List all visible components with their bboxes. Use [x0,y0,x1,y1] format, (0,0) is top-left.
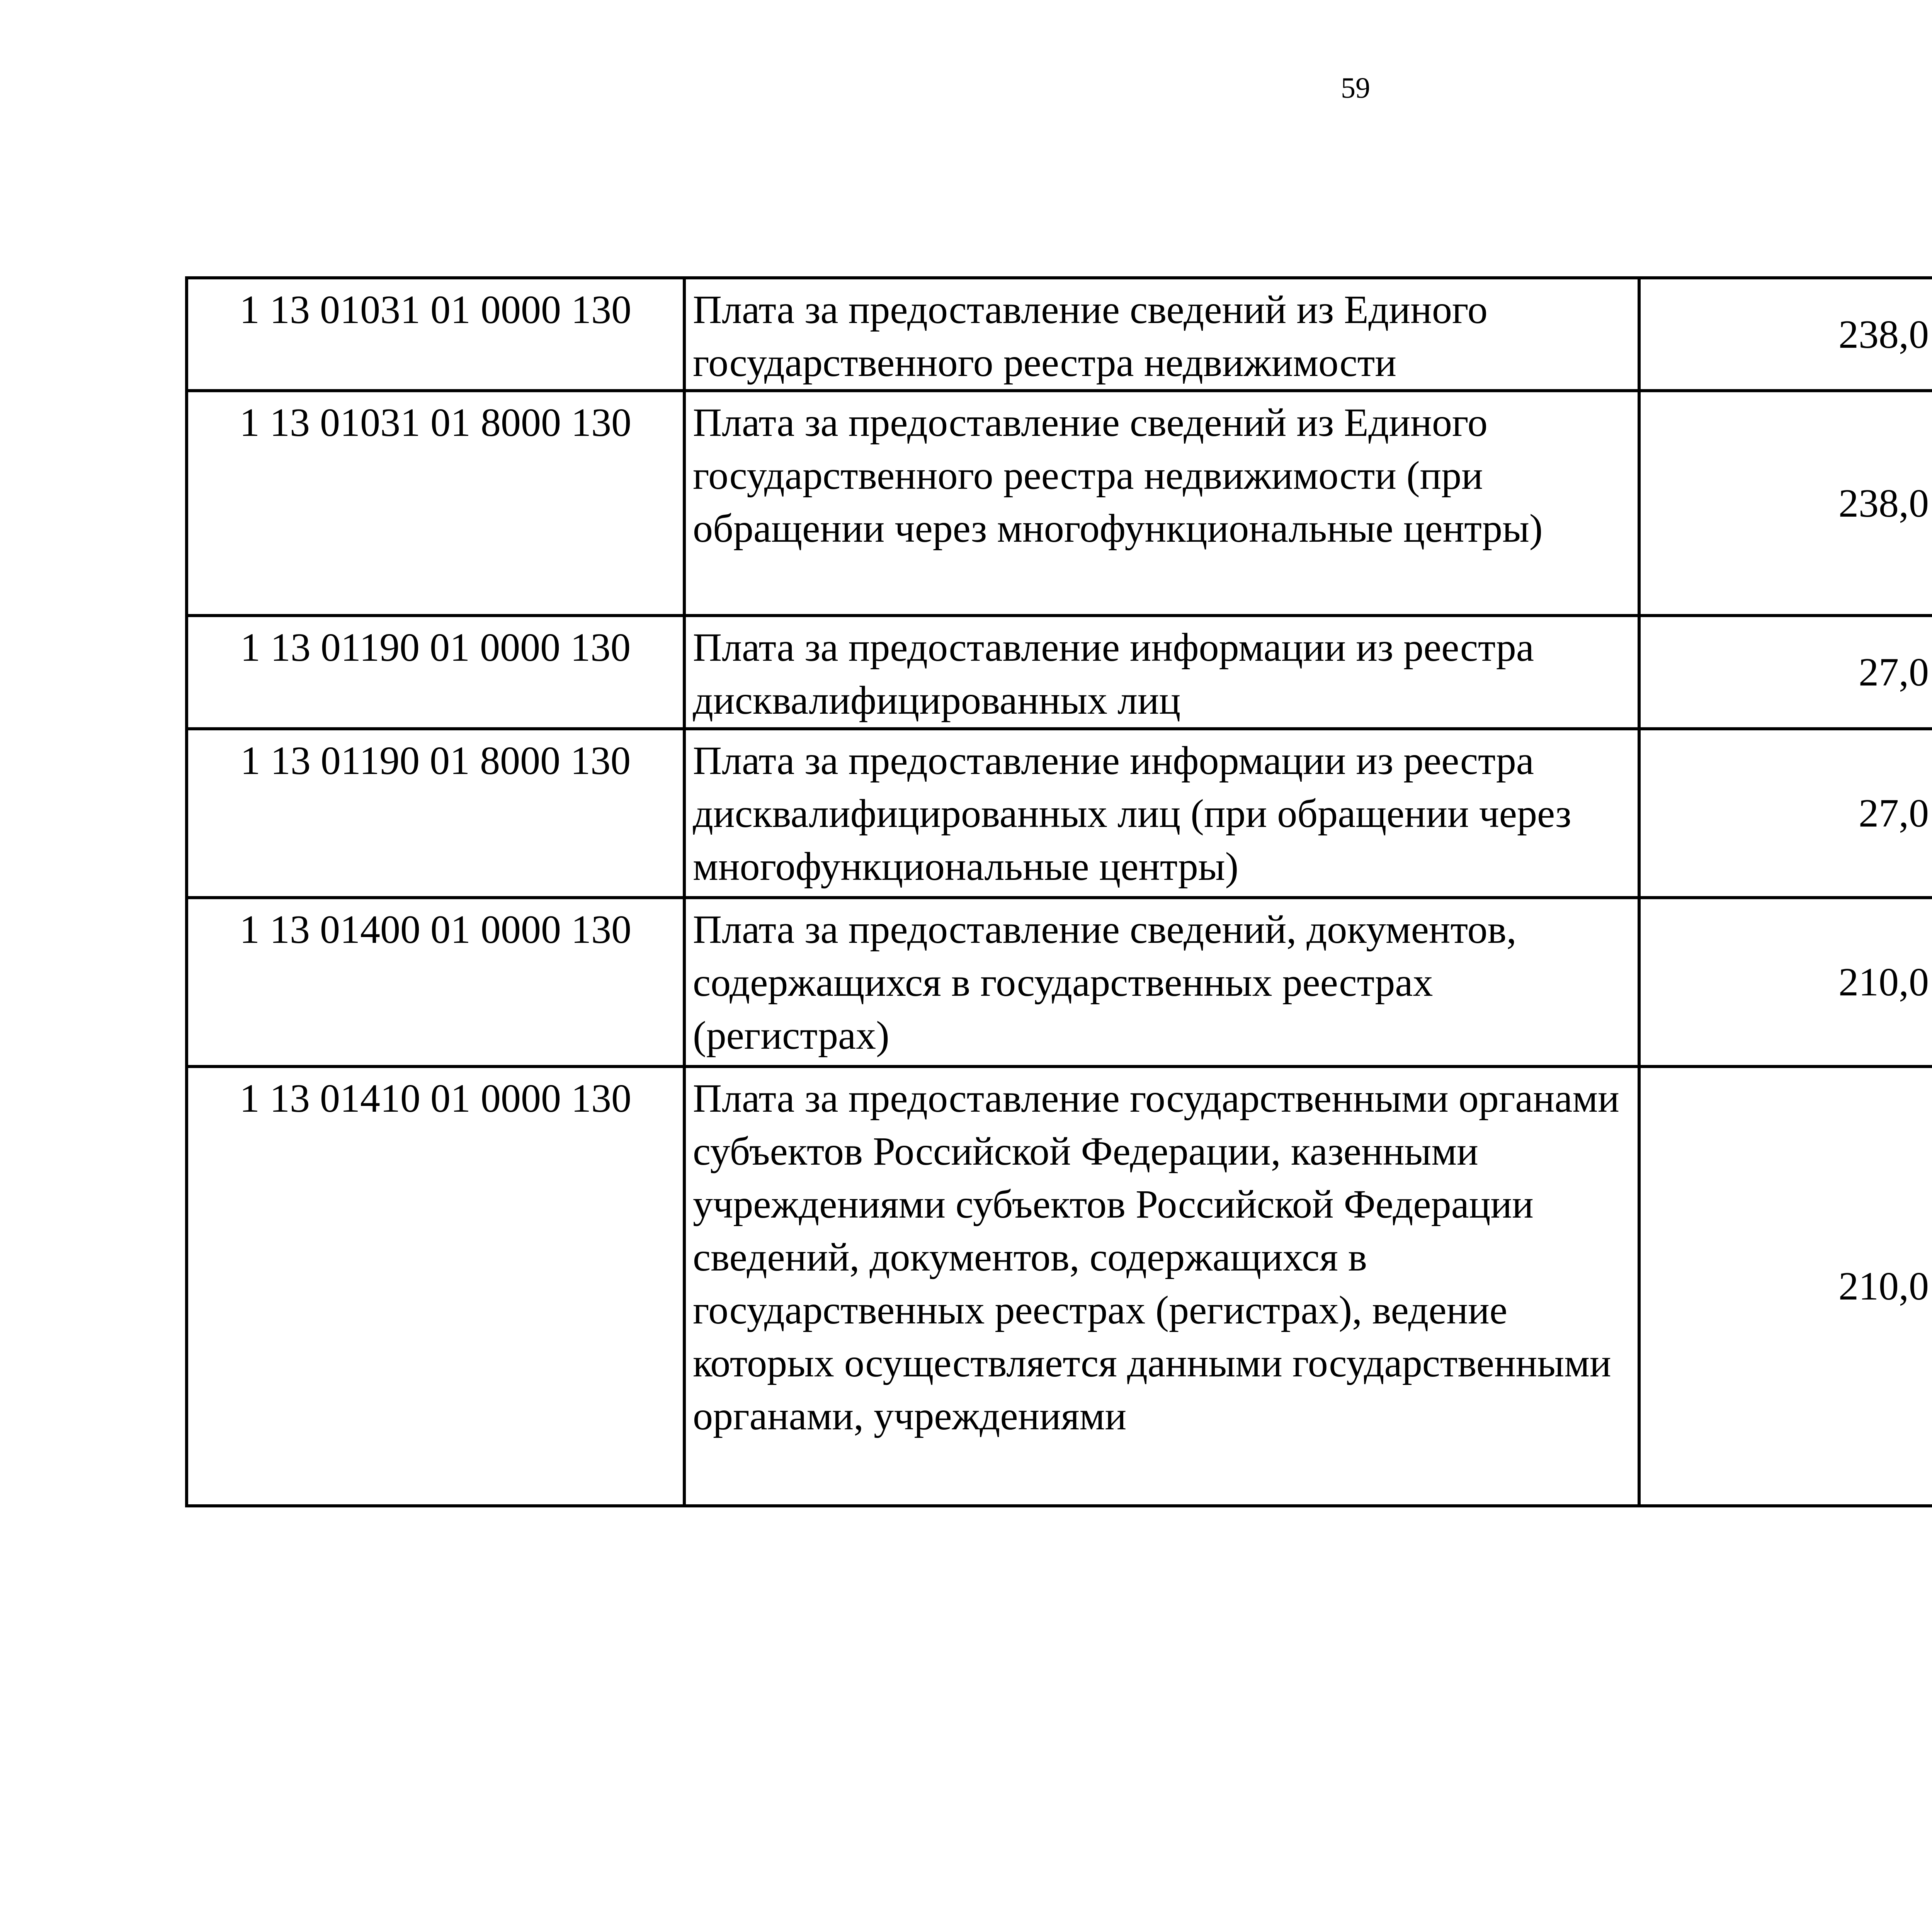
amount-cell-year-1: 238,0 [1639,391,1932,616]
amount-cell-year-1: 210,0 [1639,1067,1932,1506]
revenue-name-cell: Плата за предоставление сведений из Единого государственного реестра недвижимости (при обращении через многофункциональные центры) [684,391,1639,616]
revenue-name-cell: Плата за предоставление сведений из Единого государственного реестра недвижимости [684,278,1639,391]
budget-code-cell: 1 13 01031 01 8000 130 [187,391,684,616]
budget-code-cell: 1 13 01410 01 0000 130 [187,1067,684,1506]
budget-code-cell: 1 13 01400 01 0000 130 [187,898,684,1067]
revenue-name-cell: Плата за предоставление информации из реестра дисквалифицированных лиц (при обращении через многофункциональные центры) [684,729,1639,898]
amount-cell-year-1: 27,0 [1639,616,1932,729]
budget-code-cell: 1 13 01031 01 0000 130 [187,278,684,391]
budget-code-cell: 1 13 01190 01 0000 130 [187,616,684,729]
revenue-name-cell: Плата за предоставление информации из реестра дисквалифицированных лиц [684,616,1639,729]
revenue-name-cell: Плата за предоставление сведений, документов, содержащихся в государственных реестрах (регистрах) [684,898,1639,1067]
amount-cell-year-1: 27,0 [1639,729,1932,898]
budget-code-cell: 1 13 01190 01 8000 130 [187,729,684,898]
table-row [187,729,1932,898]
table-row [187,391,1932,616]
revenue-name-cell: Плата за предоставление государственными органами субъектов Российской Федерации, казенными учреждениями субъектов Российской Федерации сведений, документов, содержащихся в государственных реестрах (регистрах), ведение которых осуществляется данными государственными органами, учреждениями [684,1067,1639,1506]
revenue-table [185,276,1932,1507]
page-number: 59 [1341,72,1370,104]
table-row [187,278,1932,391]
amount-cell-year-1: 210,0 [1639,898,1932,1067]
table-row [187,616,1932,729]
table-row [187,898,1932,1067]
table-row [187,1067,1932,1506]
amount-cell-year-1: 238,0 [1639,278,1932,391]
